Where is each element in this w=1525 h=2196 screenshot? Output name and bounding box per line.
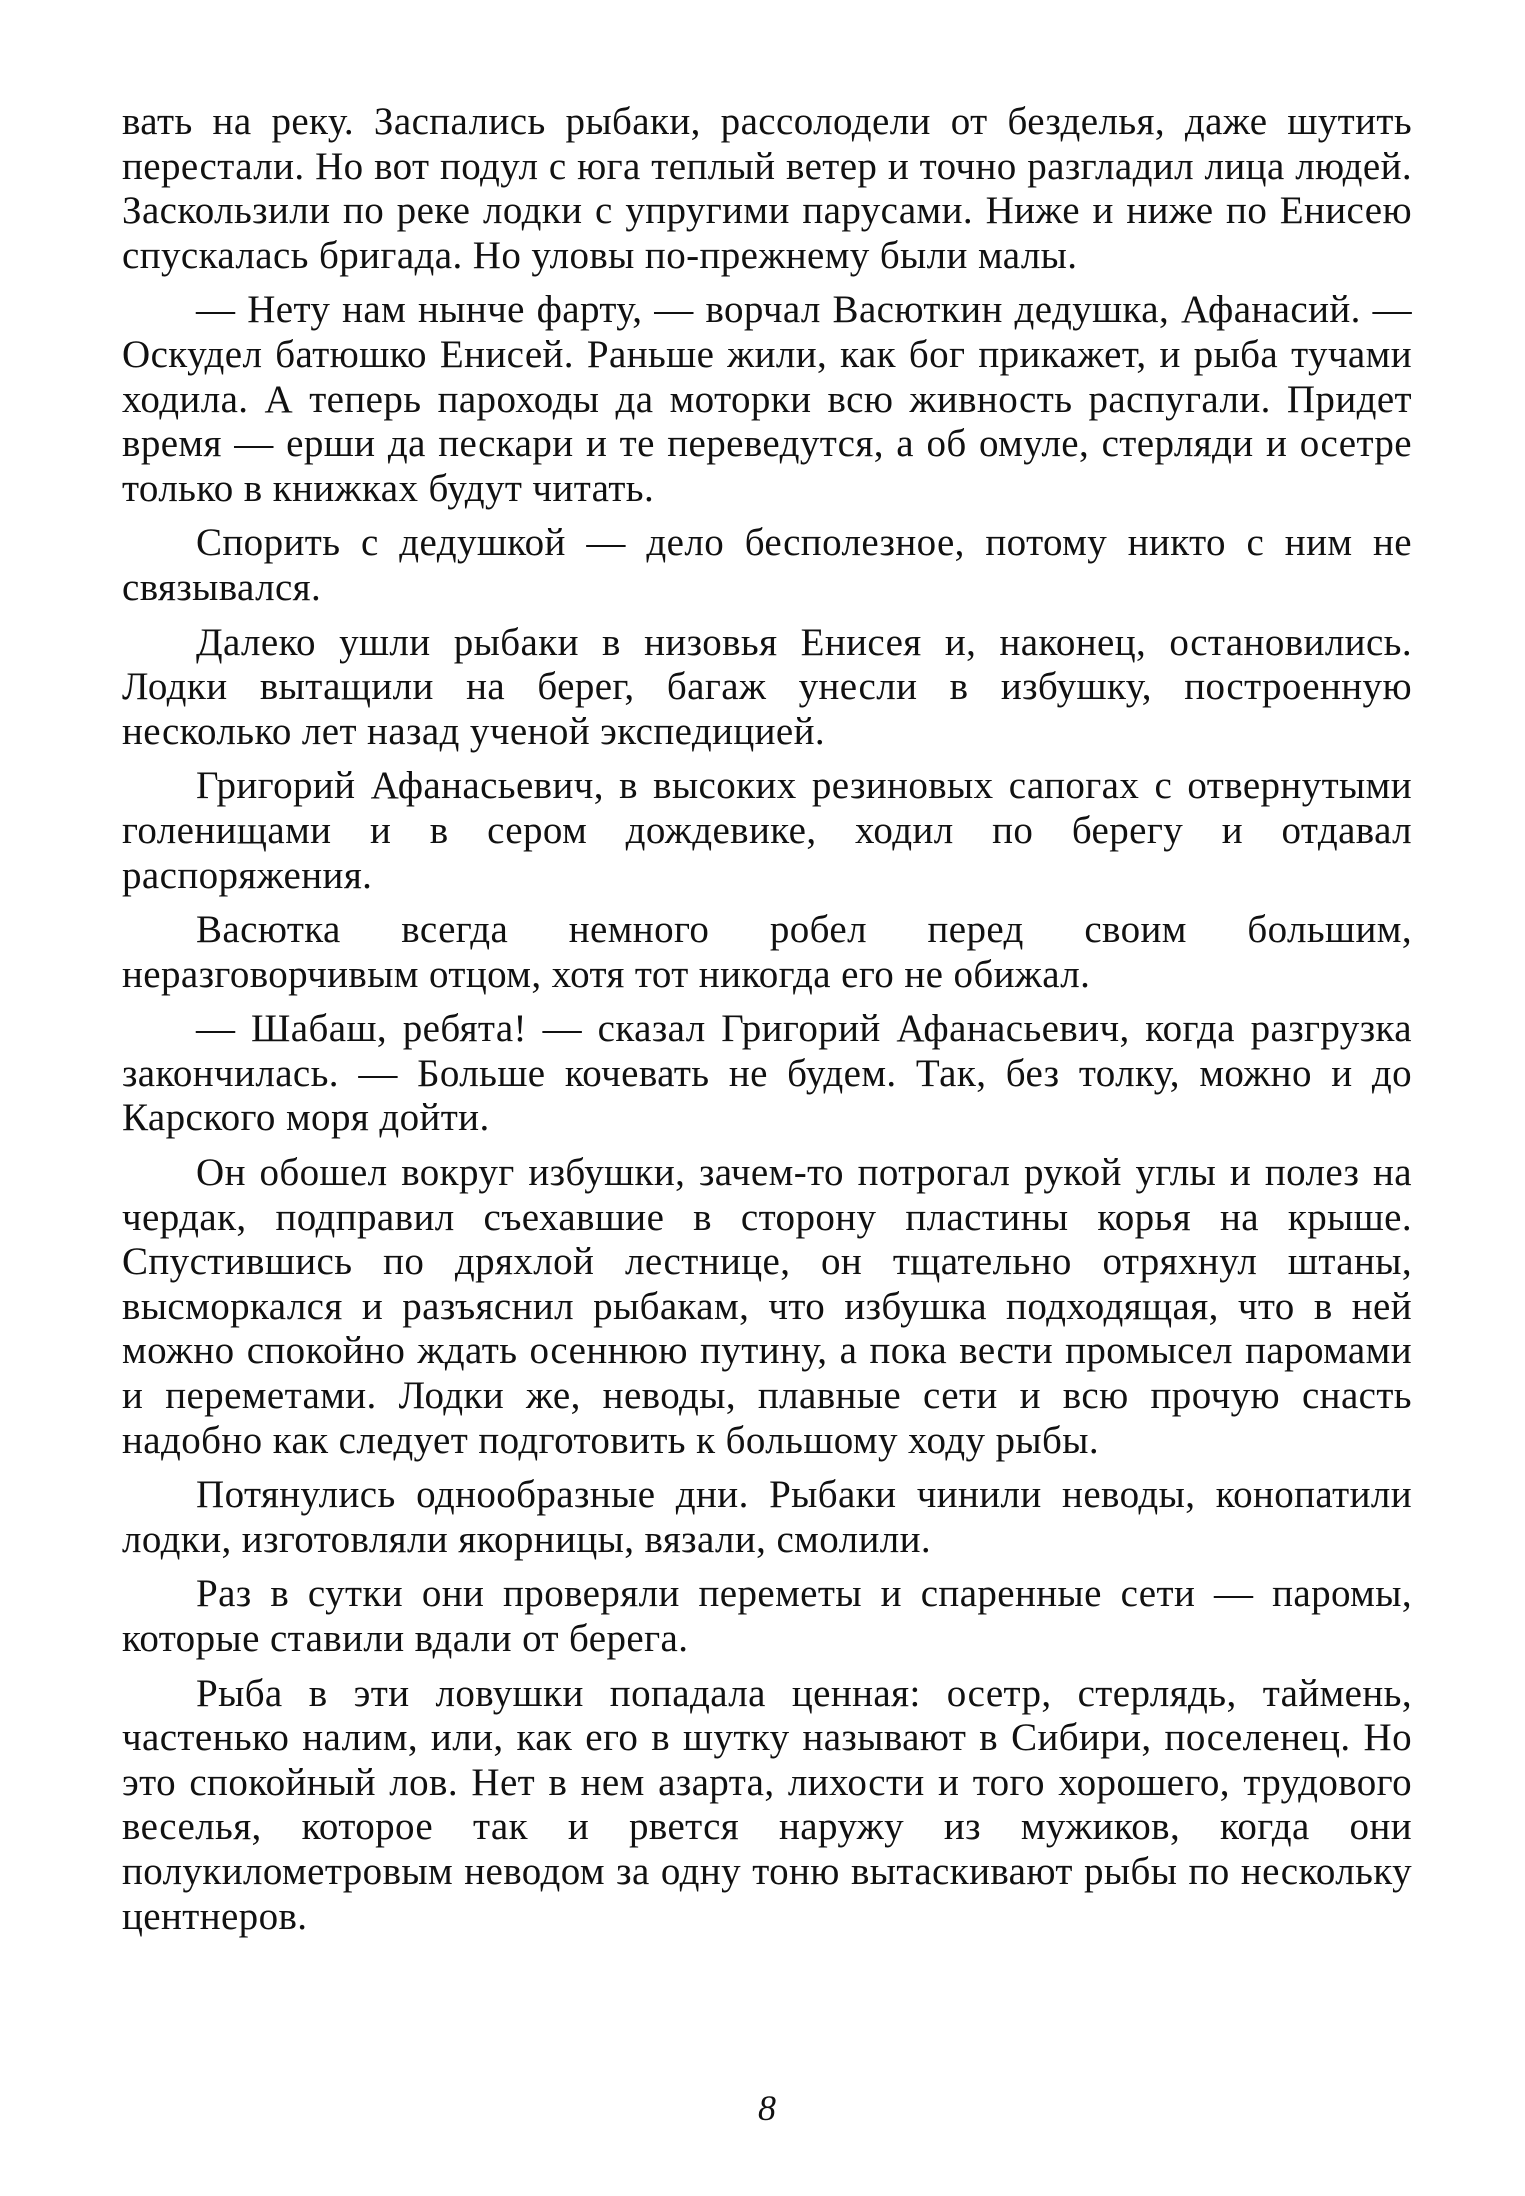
paragraph: Григорий Афанасьевич, в высоких резиновых сапогах с отвернутыми голенищами и в сером дождевике, ходил по берегу и отдавал распоряжения. <box>122 764 1412 897</box>
paragraph: Потянулись однообразные дни. Рыбаки чинили неводы, конопатили лодки, изготовляли якорницы, вязали, смолили. <box>122 1473 1412 1561</box>
body-text <box>122 100 1412 1939</box>
paragraph: Он обошел вокруг избушки, зачем-то потрогал рукой углы и полез на чердак, подправил съехавшие в сторону пластины корья на крыше. Спустившись по дряхлой лестнице, он тщательно отряхнул штаны, высморкался и разъяснил рыбакам, что избушка подходящая, что в ней можно спокойно ждать осеннюю путину, а пока вести промысел паромами и переметами. Лодки же, неводы, плавные сети и всю прочую снасть надобно как следует подготовить к большому ходу рыбы. <box>122 1151 1412 1462</box>
paragraph: Спорить с дедушкой — дело бесполезное, потому никто с ним не связывался. <box>122 521 1412 609</box>
paragraph: — Шабаш, ребята! — сказал Григорий Афанасьевич, когда разгрузка закончилась. — Больше кочевать не будем. Так, без толку, можно и до Карского моря дойти. <box>122 1007 1412 1140</box>
paragraph: Далеко ушли рыбаки в низовья Енисея и, наконец, остановились. Лодки вытащили на берег, багаж унесли в избушку, построенную несколько лет назад ученой экспедицией. <box>122 620 1412 753</box>
paragraph: — Нету нам нынче фарту, — ворчал Васюткин дедушка, Афанасий. — Оскудел батюшко Енисей. Раньше жили, как бог прикажет, и рыба тучами ходила. А теперь пароходы да моторки всю живность распугали. Придет время — ерши да пескари и те переведутся, а об омуле, стерляди и осетре только в книжках будут читать. <box>122 288 1412 510</box>
book-page <box>122 100 1412 2196</box>
paragraph: вать на реку. Заспались рыбаки, рассолодели от безделья, даже шутить перестали. Но вот подул с юга теплый ветер и точно разгладил лица людей. Заскользили по реке лодки с упругими парусами. Ниже и ниже по Енисею спускалась бригада. Но уловы по-прежнему были малы. <box>122 100 1412 277</box>
paragraph: Васютка всегда немного робел перед своим большим, неразговорчивым отцом, хотя тот никогда его не обижал. <box>122 908 1412 996</box>
paragraph: Рыба в эти ловушки попадала ценная: осетр, стерлядь, таймень, частенько налим, или, как его в шутку называют в Сибири, поселенец. Но это спокойный лов. Нет в нем азарта, лихости и того хорошего, трудового веселья, которое так и рвется наружу из мужиков, когда они полукилометровым неводом за одну тоню вытаскивают рыбы по нескольку центнеров. <box>122 1671 1412 1938</box>
page-number: 8 <box>758 2088 776 2128</box>
paragraph: Раз в сутки они проверяли переметы и спаренные сети — паромы, которые ставили вдали от берега. <box>122 1572 1412 1660</box>
